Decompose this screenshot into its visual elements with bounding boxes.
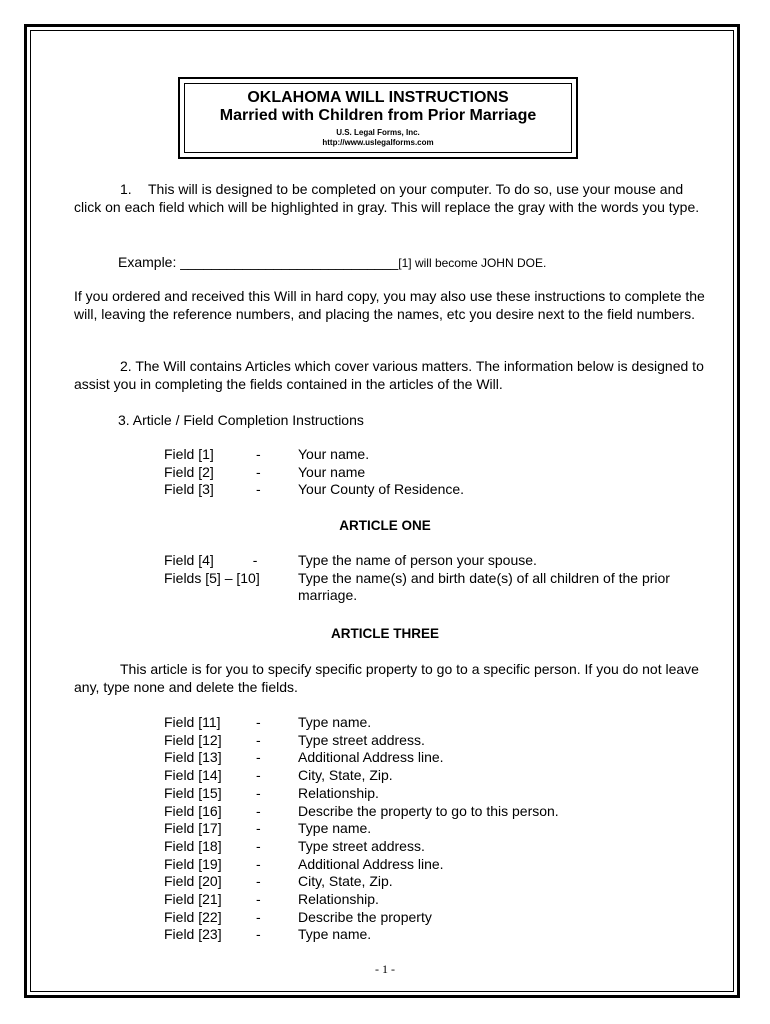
field-description: Relationship. bbox=[298, 784, 379, 801]
title-box bbox=[184, 83, 572, 153]
field-description: Relationship. bbox=[298, 891, 379, 908]
list-item bbox=[164, 749, 678, 767]
field-description: Your County of Residence. bbox=[298, 481, 465, 498]
article-three-field-list bbox=[164, 714, 678, 944]
field-label: Field [20] bbox=[164, 873, 222, 890]
list-item bbox=[164, 767, 678, 785]
field-label: Field [4] - bbox=[164, 552, 258, 568]
field-dash: - bbox=[256, 731, 261, 748]
field-label: Field [13] bbox=[164, 749, 222, 766]
field-dash: - bbox=[256, 749, 261, 766]
field-dash: - bbox=[256, 837, 261, 854]
article-one-heading: ARTICLE ONE bbox=[339, 518, 431, 533]
list-item bbox=[164, 926, 678, 944]
article-three-intro-text: This article is for you to specify specific property to go to a specific person. If you do not leave any, type none and delete the fields. bbox=[74, 661, 699, 695]
field-dash: - bbox=[256, 908, 261, 925]
field-label: Field [17] bbox=[164, 820, 222, 837]
field-description: Describe the property bbox=[298, 908, 432, 925]
instruction-3: 3. Article / Field Completion Instructions bbox=[118, 412, 364, 428]
article-one-field-list bbox=[164, 552, 678, 605]
field-label: Field [11] bbox=[164, 714, 221, 730]
list-item bbox=[164, 891, 678, 909]
list-item bbox=[164, 570, 678, 605]
field-label: Field [15] bbox=[164, 784, 222, 801]
field-description: City, State, Zip. bbox=[298, 873, 393, 890]
field-dash: - bbox=[256, 446, 261, 462]
list-item bbox=[164, 803, 678, 821]
field-label: Field [16] bbox=[164, 802, 222, 819]
field-description: Type name. bbox=[298, 820, 372, 837]
field-description: Additional Address line. bbox=[298, 749, 444, 766]
field-label: Field [3] bbox=[164, 481, 214, 498]
field-label: Field [21] bbox=[164, 891, 222, 908]
field-dash: - bbox=[256, 820, 261, 837]
list-item bbox=[164, 446, 678, 464]
field-description: Describe the property to go to this person. bbox=[298, 802, 559, 819]
field-dash: - bbox=[256, 891, 261, 908]
field-description: Type street address. bbox=[298, 731, 425, 748]
field-description: Your name. bbox=[298, 446, 370, 462]
article-three-heading: ARTICLE THREE bbox=[331, 626, 439, 641]
field-label: Field [14] bbox=[164, 767, 222, 784]
document-title: OKLAHOMA WILL INSTRUCTIONS bbox=[247, 89, 509, 106]
article-three-intro bbox=[74, 660, 714, 696]
field-description: Type street address. bbox=[298, 837, 425, 854]
field-label: Field [1] bbox=[164, 446, 214, 462]
instruction-1-text: This will is designed to be completed on your computer. To do so, use your mouse and click on each field which will be highlighted in gray. This will replace the gray with the words you type. bbox=[74, 181, 700, 215]
instruction-2 bbox=[74, 357, 714, 393]
list-item bbox=[164, 464, 678, 482]
list-item bbox=[164, 785, 678, 803]
example-suffix: [1] will become JOHN DOE. bbox=[398, 256, 547, 270]
list-item bbox=[164, 856, 678, 874]
page-number: - 1 - bbox=[375, 962, 395, 976]
field-dash: - bbox=[256, 714, 261, 730]
field-label: Field [2] bbox=[164, 463, 214, 480]
hardcopy-paragraph: If you ordered and received this Will in hard copy, you may also use these instructions to complete the will, leaving the reference numbers, and placing the names, etc you desire next to the field numbers. bbox=[74, 288, 705, 322]
instruction-1 bbox=[74, 180, 714, 216]
field-dash: - bbox=[256, 873, 261, 890]
company-url: http://www.uslegalforms.com bbox=[322, 138, 434, 147]
field-label: Field [23] bbox=[164, 926, 222, 943]
field-description: Type name. bbox=[298, 714, 372, 730]
field-dash: - bbox=[256, 855, 261, 872]
list-item bbox=[164, 909, 678, 927]
company-name: U.S. Legal Forms, Inc. bbox=[336, 128, 420, 137]
field-label: Field [12] bbox=[164, 731, 222, 748]
general-field-list bbox=[164, 446, 678, 499]
field-description: Type the name of person your spouse. bbox=[298, 552, 537, 568]
instruction-1-number: 1. bbox=[120, 181, 132, 197]
field-dash: - bbox=[256, 802, 261, 819]
field-dash: - bbox=[256, 481, 261, 498]
example-label: Example: ____________________________ bbox=[118, 254, 399, 270]
field-dash: - bbox=[256, 926, 261, 943]
list-item bbox=[164, 481, 678, 499]
list-item bbox=[164, 873, 678, 891]
instruction-2-text: 2. The Will contains Articles which cover various matters. The information below is designed to assist you in completing the fields contained in the articles of the Will. bbox=[74, 358, 704, 392]
field-description: Type the name(s) and birth date(s) of all children of the prior marriage. bbox=[298, 569, 670, 604]
field-dash: - bbox=[256, 767, 261, 784]
list-item bbox=[164, 732, 678, 750]
list-item bbox=[164, 714, 678, 732]
field-dash: - bbox=[256, 463, 261, 480]
field-label: Field [19] bbox=[164, 855, 222, 872]
field-label: Fields [5] – [10] bbox=[164, 569, 260, 586]
field-label: Field [18] bbox=[164, 837, 222, 854]
field-description: Your name bbox=[298, 463, 366, 480]
field-description: Type name. bbox=[298, 926, 372, 943]
field-description: City, State, Zip. bbox=[298, 767, 393, 784]
list-item bbox=[164, 838, 678, 856]
list-item bbox=[164, 820, 678, 838]
list-item bbox=[164, 552, 678, 570]
field-description: Additional Address line. bbox=[298, 855, 444, 872]
field-dash: - bbox=[256, 784, 261, 801]
example-line bbox=[118, 253, 546, 272]
field-label: Field [22] bbox=[164, 908, 222, 925]
document-subtitle: Married with Children from Prior Marriage bbox=[219, 107, 537, 124]
